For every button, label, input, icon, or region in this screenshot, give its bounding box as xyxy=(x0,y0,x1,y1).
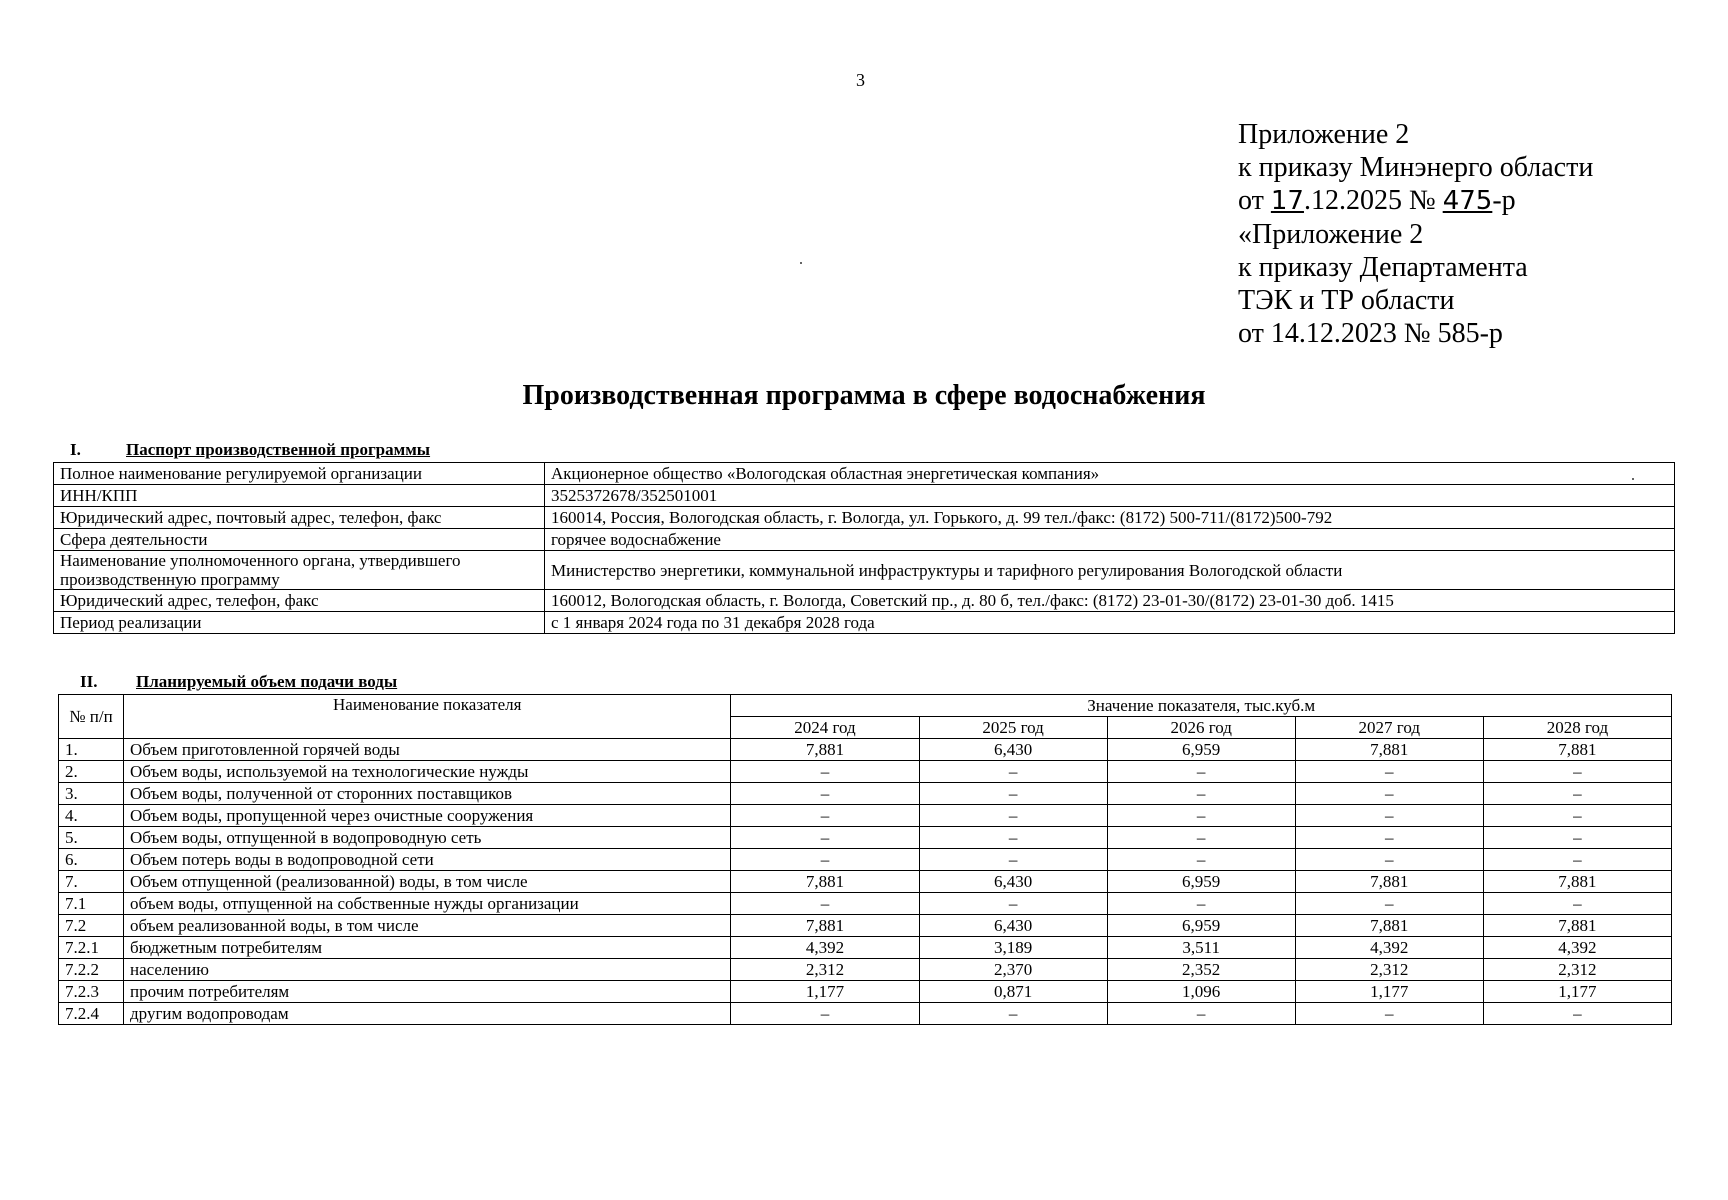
row-number: 7.2.1 xyxy=(59,937,124,959)
passport-label: Наименование уполномоченного органа, утвердившего производственную программу xyxy=(54,551,545,590)
row-value: 0,871 xyxy=(919,981,1107,1003)
table-row xyxy=(59,915,1672,937)
handwritten-number: 475 xyxy=(1442,186,1493,216)
row-value: 7,881 xyxy=(1295,871,1483,893)
passport-row xyxy=(54,507,1675,529)
row-number: 7. xyxy=(59,871,124,893)
passport-value: горячее водоснабжение xyxy=(545,529,1675,551)
passport-table xyxy=(53,462,1675,634)
passport-value: с 1 января 2024 года по 31 декабря 2028 года xyxy=(545,612,1675,634)
section-1-heading xyxy=(70,440,430,460)
row-name: бюджетным потребителям xyxy=(124,937,731,959)
row-value: 4,392 xyxy=(731,937,919,959)
row-value: – xyxy=(919,783,1107,805)
annex-line: ТЭК и ТР области xyxy=(1238,285,1455,316)
row-number: 5. xyxy=(59,827,124,849)
table-row xyxy=(59,959,1672,981)
row-number: 7.1 xyxy=(59,893,124,915)
row-value: – xyxy=(1107,827,1295,849)
passport-value: 160012, Вологодская область, г. Вологда, Советский пр., д. 80 б, тел./факс: (8172) 23-01-30/(8172) 23-01-30 доб. 1415 xyxy=(545,590,1675,612)
year-header: 2026 год xyxy=(1107,717,1295,739)
row-value: – xyxy=(731,761,919,783)
row-number: 7.2.2 xyxy=(59,959,124,981)
row-value: – xyxy=(1295,893,1483,915)
row-value: – xyxy=(919,1003,1107,1025)
scan-speck xyxy=(800,262,802,264)
row-number: 3. xyxy=(59,783,124,805)
passport-row xyxy=(54,529,1675,551)
row-name: Объем воды, отпущенной в водопроводную сеть xyxy=(124,827,731,849)
passport-row xyxy=(54,485,1675,507)
table-row xyxy=(59,761,1672,783)
row-value: – xyxy=(1107,849,1295,871)
column-header-name: Наименование показателя xyxy=(124,695,731,739)
row-value: 7,881 xyxy=(731,915,919,937)
annex-line: от 14.12.2023 № 585-р xyxy=(1238,318,1503,349)
row-value: – xyxy=(919,805,1107,827)
row-value: – xyxy=(1107,805,1295,827)
table-row xyxy=(59,981,1672,1003)
year-header: 2025 год xyxy=(919,717,1107,739)
table-header-row xyxy=(59,695,1672,717)
row-number: 7.2.3 xyxy=(59,981,124,1003)
row-value: 6,430 xyxy=(919,871,1107,893)
row-value: – xyxy=(1483,1003,1671,1025)
row-number: 1. xyxy=(59,739,124,761)
row-number: 7.2.4 xyxy=(59,1003,124,1025)
row-name: объем воды, отпущенной на собственные нужды организации xyxy=(124,893,731,915)
table-row xyxy=(59,805,1672,827)
section-title: Паспорт производственной программы xyxy=(126,440,431,459)
handwritten-day: 17 xyxy=(1270,186,1304,216)
table-row xyxy=(59,937,1672,959)
row-value: – xyxy=(919,893,1107,915)
row-value: 6,430 xyxy=(919,915,1107,937)
annex-line: Приложение 2 xyxy=(1238,119,1410,150)
row-value: – xyxy=(1107,783,1295,805)
row-value: – xyxy=(1107,893,1295,915)
section-number: II. xyxy=(80,672,98,691)
row-value: – xyxy=(731,849,919,871)
row-name: Объем потерь воды в водопроводной сети xyxy=(124,849,731,871)
annex-block xyxy=(1238,118,1593,350)
passport-value: Министерство энергетики, коммунальной инфраструктуры и тарифного регулирования Вологодской области xyxy=(545,551,1675,590)
row-value: 4,392 xyxy=(1483,937,1671,959)
annex-text: -р xyxy=(1492,185,1516,216)
row-name: Объем воды, пропущенной через очистные сооружения xyxy=(124,805,731,827)
year-header: 2027 год xyxy=(1295,717,1483,739)
row-value: 7,881 xyxy=(1483,915,1671,937)
row-name: Объем воды, полученной от сторонних поставщиков xyxy=(124,783,731,805)
passport-label: Сфера деятельности xyxy=(54,529,545,551)
annex-line-order-date xyxy=(1238,184,1593,218)
passport-row xyxy=(54,590,1675,612)
row-value: – xyxy=(731,827,919,849)
row-name: Объем отпущенной (реализованной) воды, в том числе xyxy=(124,871,731,893)
row-value: – xyxy=(919,827,1107,849)
table-row xyxy=(59,739,1672,761)
table-row xyxy=(59,783,1672,805)
row-value: 1,177 xyxy=(1483,981,1671,1003)
row-number: 6. xyxy=(59,849,124,871)
row-value: – xyxy=(731,783,919,805)
annex-line: к приказу Минэнерго области xyxy=(1238,152,1594,183)
table-row xyxy=(59,1003,1672,1025)
row-value: – xyxy=(1295,783,1483,805)
row-value: – xyxy=(731,893,919,915)
section-2-heading xyxy=(80,672,397,692)
annex-line: к приказу Департамента xyxy=(1238,252,1528,283)
annex-line: «Приложение 2 xyxy=(1238,219,1424,250)
row-value: – xyxy=(731,805,919,827)
column-header-number: № п/п xyxy=(59,695,124,739)
row-name: объем реализованной воды, в том числе xyxy=(124,915,731,937)
row-name: другим водопроводам xyxy=(124,1003,731,1025)
row-value: – xyxy=(1483,783,1671,805)
row-value: – xyxy=(1107,1003,1295,1025)
row-value: 6,959 xyxy=(1107,871,1295,893)
row-value: – xyxy=(1295,1003,1483,1025)
column-header-values: Значение показателя, тыс.куб.м xyxy=(731,695,1672,717)
passport-row xyxy=(54,463,1675,485)
row-value: – xyxy=(1483,805,1671,827)
row-value: – xyxy=(1295,849,1483,871)
row-value: 1,177 xyxy=(1295,981,1483,1003)
row-value: 1,096 xyxy=(1107,981,1295,1003)
section-number: I. xyxy=(70,440,81,459)
year-header: 2024 год xyxy=(731,717,919,739)
row-value: 4,392 xyxy=(1295,937,1483,959)
table-row xyxy=(59,871,1672,893)
row-value: 7,881 xyxy=(1483,739,1671,761)
row-value: – xyxy=(1483,893,1671,915)
passport-value: Акционерное общество «Вологодская областная энергетическая компания» xyxy=(545,463,1675,485)
row-name: населению xyxy=(124,959,731,981)
row-value: – xyxy=(1483,761,1671,783)
row-value: 3,511 xyxy=(1107,937,1295,959)
document-title: Производственная программа в сфере водоснабжения xyxy=(522,380,1206,411)
row-value: 1,177 xyxy=(731,981,919,1003)
passport-value: 160014, Россия, Вологодская область, г. Вологда, ул. Горького, д. 99 тел./факс: (8172) 500-711/(8172)500-792 xyxy=(545,507,1675,529)
row-name: Объем воды, используемой на технологические нужды xyxy=(124,761,731,783)
row-name: Объем приготовленной горячей воды xyxy=(124,739,731,761)
passport-label: Период реализации xyxy=(54,612,545,634)
row-value: 6,959 xyxy=(1107,915,1295,937)
row-value: 7,881 xyxy=(1295,739,1483,761)
row-value: 2,312 xyxy=(1483,959,1671,981)
row-value: 6,430 xyxy=(919,739,1107,761)
row-number: 4. xyxy=(59,805,124,827)
row-value: 2,312 xyxy=(1295,959,1483,981)
row-value: – xyxy=(1295,827,1483,849)
water-supply-table xyxy=(58,694,1672,1025)
row-value: – xyxy=(919,849,1107,871)
passport-label: Юридический адрес, почтовый адрес, телефон, факс xyxy=(54,507,545,529)
row-value: 6,959 xyxy=(1107,739,1295,761)
table-row xyxy=(59,893,1672,915)
row-value: – xyxy=(1483,827,1671,849)
passport-label: Юридический адрес, телефон, факс xyxy=(54,590,545,612)
annex-text: от xyxy=(1238,185,1271,216)
row-value: 7,881 xyxy=(731,739,919,761)
table-row xyxy=(59,827,1672,849)
row-value: 7,881 xyxy=(1483,871,1671,893)
row-value: – xyxy=(1107,761,1295,783)
row-value: 2,312 xyxy=(731,959,919,981)
row-value: 7,881 xyxy=(1295,915,1483,937)
row-number: 7.2 xyxy=(59,915,124,937)
annex-text: .12.2025 № xyxy=(1303,185,1443,216)
passport-label: Полное наименование регулируемой организации xyxy=(54,463,545,485)
section-title: Планируемый объем подачи воды xyxy=(136,672,398,691)
row-value: 2,352 xyxy=(1107,959,1295,981)
row-value: 2,370 xyxy=(919,959,1107,981)
table-row xyxy=(59,849,1672,871)
row-value: 3,189 xyxy=(919,937,1107,959)
row-number: 2. xyxy=(59,761,124,783)
passport-label: ИНН/КПП xyxy=(54,485,545,507)
row-value: 7,881 xyxy=(731,871,919,893)
row-value: – xyxy=(1483,849,1671,871)
year-header: 2028 год xyxy=(1483,717,1671,739)
row-value: – xyxy=(731,1003,919,1025)
page-number: 3 xyxy=(856,70,865,90)
row-value: – xyxy=(919,761,1107,783)
passport-row xyxy=(54,612,1675,634)
row-name: прочим потребителям xyxy=(124,981,731,1003)
row-value: – xyxy=(1295,761,1483,783)
passport-row xyxy=(54,551,1675,590)
row-value: – xyxy=(1295,805,1483,827)
passport-value: 3525372678/352501001 xyxy=(545,485,1675,507)
